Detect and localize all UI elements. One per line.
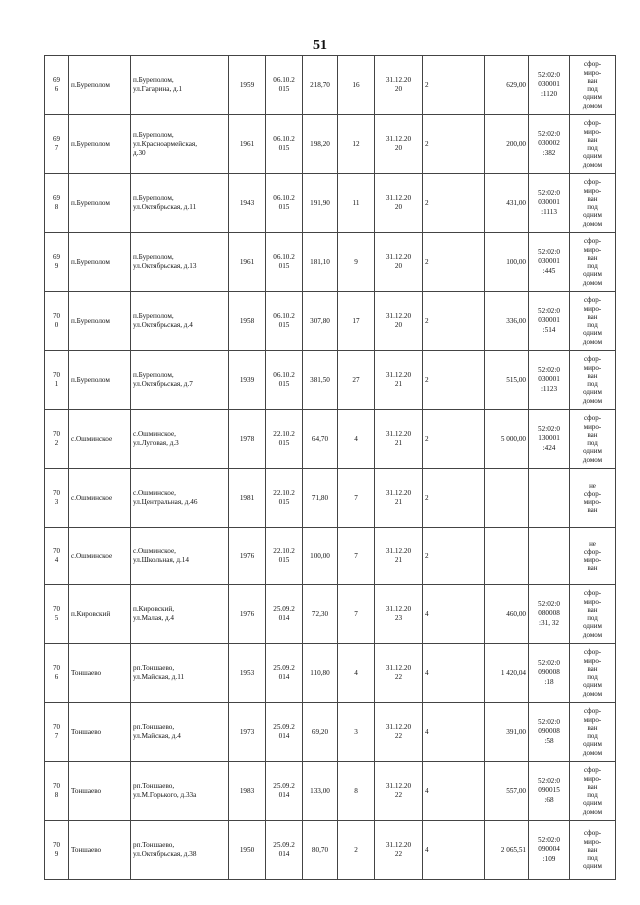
record-number-cell: 70 4 (45, 528, 69, 585)
house-address-cell: рп.Тоншаево, ул.Октябрьская, д.38 (131, 821, 229, 880)
table-row (45, 762, 616, 821)
living-area-cell: 181,10 (303, 233, 338, 292)
relocation-term-cell: 31.12.20 21 (375, 410, 423, 469)
living-area-cell: 191,90 (303, 174, 338, 233)
cadastral-number-cell: 52:02:0 090015 :68 (529, 762, 570, 821)
relocation-term-cell: 31.12.20 22 (375, 703, 423, 762)
cadastral-number-cell (529, 469, 570, 528)
land-status-cell: сфор- миро- ван под одним домом (570, 703, 616, 762)
cost-value-cell: 629,00 (485, 56, 529, 115)
table-row (45, 469, 616, 528)
settlement-name-cell: п.Буреполом (69, 292, 131, 351)
relocation-method-cell: 2 (423, 233, 485, 292)
relocation-term-cell: 31.12.20 23 (375, 585, 423, 644)
land-status-cell: сфор- миро- ван под одним домом (570, 233, 616, 292)
living-area-cell: 71,80 (303, 469, 338, 528)
cost-value-cell: 557,00 (485, 762, 529, 821)
relocation-term-cell: 31.12.20 22 (375, 762, 423, 821)
build-year-cell: 1981 (229, 469, 266, 528)
relocation-term-cell: 31.12.20 20 (375, 233, 423, 292)
house-address-cell: с.Ошминское, ул.Центральная, д.46 (131, 469, 229, 528)
settlement-name-cell: п.Буреполом (69, 351, 131, 410)
land-status-cell: не сфор- миро- ван (570, 469, 616, 528)
living-area-cell: 218,70 (303, 56, 338, 115)
settlement-name-cell: п.Буреполом (69, 56, 131, 115)
table-row (45, 410, 616, 469)
house-address-cell: с.Ошминское, ул.Школьная, д.14 (131, 528, 229, 585)
settlement-name-cell: с.Ошминское (69, 410, 131, 469)
house-address-cell: п.Буреполом, ул.Октябрьская, д.13 (131, 233, 229, 292)
settlement-name-cell: п.Буреполом (69, 115, 131, 174)
record-number-cell: 70 2 (45, 410, 69, 469)
record-number-cell: 70 0 (45, 292, 69, 351)
relocation-term-cell: 31.12.20 22 (375, 821, 423, 880)
recognition-date-cell: 25.09.2 014 (266, 644, 303, 703)
build-year-cell: 1978 (229, 410, 266, 469)
relocation-method-cell: 4 (423, 644, 485, 703)
residents-count-cell: 12 (338, 115, 375, 174)
relocation-method-cell: 2 (423, 115, 485, 174)
cost-value-cell: 515,00 (485, 351, 529, 410)
living-area-cell: 100,00 (303, 528, 338, 585)
build-year-cell: 1953 (229, 644, 266, 703)
house-address-cell: п.Буреполом, ул.Октябрьская, д.11 (131, 174, 229, 233)
record-number-cell: 69 8 (45, 174, 69, 233)
cost-value-cell: 431,00 (485, 174, 529, 233)
relocation-term-cell: 31.12.20 20 (375, 56, 423, 115)
relocation-method-cell: 4 (423, 821, 485, 880)
relocation-method-cell: 2 (423, 469, 485, 528)
record-number-cell: 70 8 (45, 762, 69, 821)
relocation-method-cell: 2 (423, 174, 485, 233)
land-status-cell: сфор- миро- ван под одним (570, 821, 616, 880)
settlement-name-cell: п.Кировский (69, 585, 131, 644)
record-number-cell: 70 1 (45, 351, 69, 410)
table-row (45, 233, 616, 292)
table-row (45, 174, 616, 233)
recognition-date-cell: 06.10.2 015 (266, 174, 303, 233)
table-row (45, 292, 616, 351)
table-row (45, 644, 616, 703)
build-year-cell: 1983 (229, 762, 266, 821)
land-status-cell: сфор- миро- ван под одним домом (570, 644, 616, 703)
recognition-date-cell: 25.09.2 014 (266, 585, 303, 644)
table-row (45, 351, 616, 410)
living-area-cell: 110,80 (303, 644, 338, 703)
build-year-cell: 1961 (229, 233, 266, 292)
cadastral-number-cell: 52:02:0 030001 :1123 (529, 351, 570, 410)
relocation-method-cell: 2 (423, 351, 485, 410)
table-row (45, 115, 616, 174)
record-number-cell: 69 6 (45, 56, 69, 115)
build-year-cell: 1973 (229, 703, 266, 762)
cost-value-cell: 100,00 (485, 233, 529, 292)
residents-count-cell: 9 (338, 233, 375, 292)
residents-count-cell: 17 (338, 292, 375, 351)
relocation-method-cell: 2 (423, 528, 485, 585)
settlement-name-cell: Тоншаево (69, 703, 131, 762)
house-address-cell: рп.Тоншаево, ул.М.Горького, д.33а (131, 762, 229, 821)
table-row (45, 585, 616, 644)
cost-value-cell: 5 000,00 (485, 410, 529, 469)
house-address-cell: п.Буреполом, ул.Красноармейская, д.30 (131, 115, 229, 174)
cadastral-number-cell: 52:02:0 030001 :514 (529, 292, 570, 351)
living-area-cell: 72,30 (303, 585, 338, 644)
land-status-cell: сфор- миро- ван под одним домом (570, 115, 616, 174)
recognition-date-cell: 06.10.2 015 (266, 233, 303, 292)
land-status-cell: не сфор- миро- ван (570, 528, 616, 585)
living-area-cell: 198,20 (303, 115, 338, 174)
record-number-cell: 70 5 (45, 585, 69, 644)
table-row (45, 703, 616, 762)
living-area-cell: 307,80 (303, 292, 338, 351)
settlement-name-cell: п.Буреполом (69, 233, 131, 292)
cost-value-cell: 391,00 (485, 703, 529, 762)
record-number-cell: 70 7 (45, 703, 69, 762)
house-address-cell: п.Буреполом, ул.Гагарина, д.1 (131, 56, 229, 115)
living-area-cell: 133,00 (303, 762, 338, 821)
cadastral-number-cell: 52:02:0 090008 :58 (529, 703, 570, 762)
recognition-date-cell: 25.09.2 014 (266, 762, 303, 821)
residents-count-cell: 7 (338, 528, 375, 585)
relocation-method-cell: 2 (423, 56, 485, 115)
table-row (45, 821, 616, 880)
cost-value-cell: 1 420,04 (485, 644, 529, 703)
relocation-term-cell: 31.12.20 20 (375, 292, 423, 351)
record-number-cell: 70 9 (45, 821, 69, 880)
land-status-cell: сфор- миро- ван под одним домом (570, 56, 616, 115)
recognition-date-cell: 06.10.2 015 (266, 351, 303, 410)
recognition-date-cell: 22.10.2 015 (266, 410, 303, 469)
house-address-cell: рп.Тоншаево, ул.Майская, д.4 (131, 703, 229, 762)
relocation-term-cell: 31.12.20 21 (375, 351, 423, 410)
table-row (45, 56, 616, 115)
record-number-cell: 70 6 (45, 644, 69, 703)
house-address-cell: п.Буреполом, ул.Октябрьская, д.7 (131, 351, 229, 410)
relocation-term-cell: 31.12.20 20 (375, 174, 423, 233)
land-status-cell: сфор- миро- ван под одним домом (570, 351, 616, 410)
cost-value-cell (485, 469, 529, 528)
cadastral-number-cell: 52:02:0 030002 :382 (529, 115, 570, 174)
house-address-cell: рп.Тоншаево, ул.Майская, д.11 (131, 644, 229, 703)
build-year-cell: 1943 (229, 174, 266, 233)
cadastral-number-cell: 52:02:0 080008 :31, 32 (529, 585, 570, 644)
land-status-cell: сфор- миро- ван под одним домом (570, 410, 616, 469)
cost-value-cell: 2 065,51 (485, 821, 529, 880)
build-year-cell: 1961 (229, 115, 266, 174)
cadastral-number-cell: 52:02:0 030001 :1120 (529, 56, 570, 115)
recognition-date-cell: 06.10.2 015 (266, 56, 303, 115)
build-year-cell: 1976 (229, 528, 266, 585)
recognition-date-cell: 22.10.2 015 (266, 528, 303, 585)
relocation-term-cell: 31.12.20 22 (375, 644, 423, 703)
residents-count-cell: 4 (338, 644, 375, 703)
residents-count-cell: 2 (338, 821, 375, 880)
recognition-date-cell: 06.10.2 015 (266, 115, 303, 174)
residents-count-cell: 7 (338, 585, 375, 644)
land-status-cell: сфор- миро- ван под одним домом (570, 762, 616, 821)
relocation-term-cell: 31.12.20 21 (375, 469, 423, 528)
residents-count-cell: 8 (338, 762, 375, 821)
relocation-method-cell: 4 (423, 762, 485, 821)
residents-count-cell: 4 (338, 410, 375, 469)
settlement-name-cell: Тоншаево (69, 762, 131, 821)
cost-value-cell (485, 528, 529, 585)
living-area-cell: 64,70 (303, 410, 338, 469)
residents-count-cell: 27 (338, 351, 375, 410)
relocation-term-cell: 31.12.20 20 (375, 115, 423, 174)
house-address-cell: п.Буреполом, ул.Октябрьская, д.4 (131, 292, 229, 351)
settlement-name-cell: Тоншаево (69, 644, 131, 703)
page-number: 51 (313, 38, 327, 53)
cost-value-cell: 336,00 (485, 292, 529, 351)
build-year-cell: 1959 (229, 56, 266, 115)
house-address-cell: с.Ошминское, ул.Луговая, д.3 (131, 410, 229, 469)
table-row (45, 528, 616, 585)
record-number-cell: 70 3 (45, 469, 69, 528)
cadastral-number-cell (529, 528, 570, 585)
relocation-method-cell: 2 (423, 410, 485, 469)
settlement-name-cell: Тоншаево (69, 821, 131, 880)
housing-registry-table (44, 55, 616, 880)
house-address-cell: п.Кировский, ул.Малая, д.4 (131, 585, 229, 644)
relocation-term-cell: 31.12.20 21 (375, 528, 423, 585)
cost-value-cell: 460,00 (485, 585, 529, 644)
cadastral-number-cell: 52:02:0 090008 :18 (529, 644, 570, 703)
residents-count-cell: 3 (338, 703, 375, 762)
settlement-name-cell: с.Ошминское (69, 528, 131, 585)
recognition-date-cell: 22.10.2 015 (266, 469, 303, 528)
table-body (45, 56, 616, 880)
settlement-name-cell: п.Буреполом (69, 174, 131, 233)
relocation-method-cell: 2 (423, 292, 485, 351)
record-number-cell: 69 7 (45, 115, 69, 174)
recognition-date-cell: 06.10.2 015 (266, 292, 303, 351)
land-status-cell: сфор- миро- ван под одним домом (570, 292, 616, 351)
residents-count-cell: 16 (338, 56, 375, 115)
living-area-cell: 80,70 (303, 821, 338, 880)
recognition-date-cell: 25.09.2 014 (266, 821, 303, 880)
cost-value-cell: 200,00 (485, 115, 529, 174)
residents-count-cell: 11 (338, 174, 375, 233)
build-year-cell: 1976 (229, 585, 266, 644)
build-year-cell: 1958 (229, 292, 266, 351)
recognition-date-cell: 25.09.2 014 (266, 703, 303, 762)
land-status-cell: сфор- миро- ван под одним домом (570, 174, 616, 233)
settlement-name-cell: с.Ошминское (69, 469, 131, 528)
cadastral-number-cell: 52:02:0 090004 :109 (529, 821, 570, 880)
residents-count-cell: 7 (338, 469, 375, 528)
build-year-cell: 1950 (229, 821, 266, 880)
cadastral-number-cell: 52:02:0 030001 :445 (529, 233, 570, 292)
relocation-method-cell: 4 (423, 585, 485, 644)
relocation-method-cell: 4 (423, 703, 485, 762)
record-number-cell: 69 9 (45, 233, 69, 292)
cadastral-number-cell: 52:02:0 130001 :424 (529, 410, 570, 469)
living-area-cell: 69,20 (303, 703, 338, 762)
build-year-cell: 1939 (229, 351, 266, 410)
cadastral-number-cell: 52:02:0 030001 :1113 (529, 174, 570, 233)
land-status-cell: сфор- миро- ван под одним домом (570, 585, 616, 644)
living-area-cell: 381,50 (303, 351, 338, 410)
